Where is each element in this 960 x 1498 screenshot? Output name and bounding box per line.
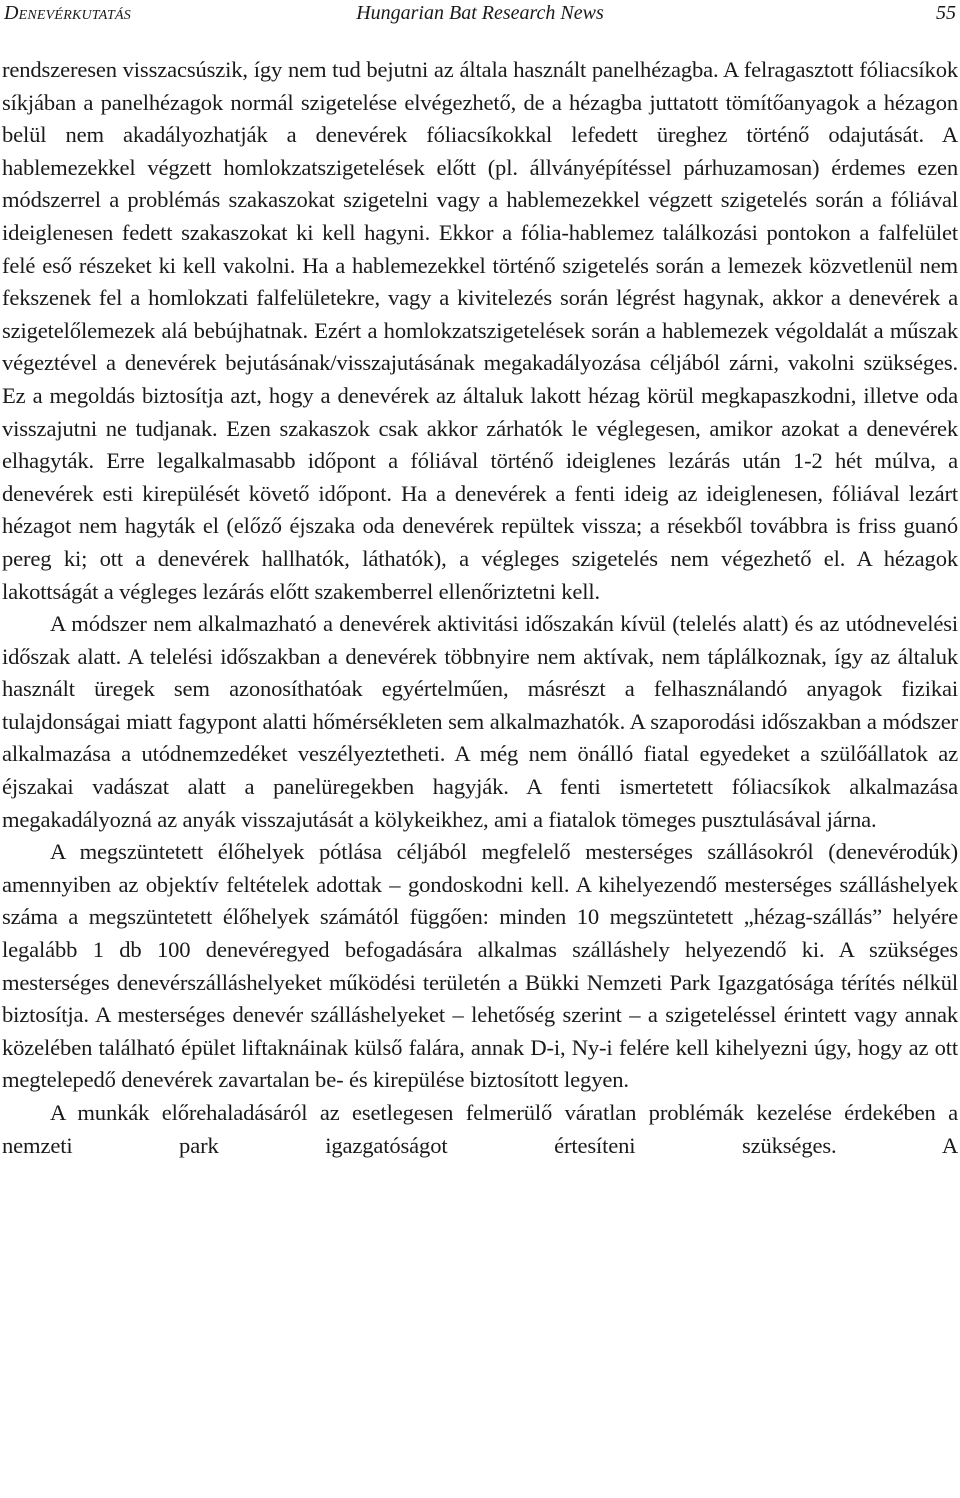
section-title: Denevérkutatás [4, 2, 131, 24]
body-text [2, 54, 958, 1162]
page-number: 55 [936, 2, 956, 24]
paragraph-continued: rendszeresen visszacsúszik, így nem tud bejutni az általa használt panelhézagba. A felragasztott fóliacsíkok síkjában a panelhézagok normál szigetelése elvégezhető, de a hézagba juttatott tömítőanyagok a hézagon belül nem akadályozhatják a denevérek fóliacsíkokkal lefedett üreghez történő odajutását. A hablemezekkel végzett homlokzatszigetelések előtt (pl. állványépítéssel párhuzamosan) érdemes ezen módszerrel a problémás szakaszokat szigetelni vagy a hablemezekkel végzett szigetelés során a fóliával ideiglenesen fedett szakaszokat ki kell hagyni. Ekkor a fólia-hablemez találkozási pontokon a falfelület felé eső részeket ki kell vakolni. Ha a hablemezekkel történő szigetelés során a lemezek közvetlenül nem fekszenek fel a homlokzati falfelületekre, vagy a kivitelezés során légrést hagynak, akkor a denevérek a szigetelőlemezek alá bebújhatnak. Ezért a homlokzatszigetelések során a hablemezek végoldalát a műszak végeztével a denevérek bejutásának/visszajutásának megakadályozása céljából zárni, vakolni szükséges. Ez a megoldás biztosítja azt, hogy a denevérek az általuk lakott hézag körül megkapaszkodni, illetve oda visszajutni ne tudjanak. Ezen szakaszok csak akkor zárhatók le véglegesen, amikor azokat a denevérek elhagyták. Erre legalkalmasabb időpont a fóliával történő ideiglenes lezárás után 1-2 hét múlva, a denevérek esti kirepülését követő időpont. Ha a denevérek a fenti ideig az ideiglenesen, fóliával lezárt hézagot nem hagyták el (előző éjszaka oda denevérek repültek vissza; a résekből továbbra is friss guanó pereg ki; ott a denevérek hallhatók, láthatók), a végleges szigetelés nem végezhető el. A hézagok lakottságát a végleges lezárás előtt szakemberrel ellenőriztetni kell. [2, 57, 958, 604]
paragraph-replacement-roosts: A megszüntetett élőhelyek pótlása céljából megfelelő mesterséges szállásokról (denevérodúk) amennyiben az objektív feltételek adottak – gondoskodni kell. A kihelyezendő mesterséges szálláshelyek száma a megszüntetett élőhelyek számától függően: minden 10 megszüntetett „hézag-szállás” helyére legalább 1 db 100 denevéregyed befogadására alkalmas szálláshely helyezendő ki. A szükséges mesterséges denevérszálláshelyeket működési területén a Bükki Nemzeti Park Igazgatósága térítés nélkül biztosítja. A mesterséges denevér szálláshelyeket – lehetőség szerint – a szigeteléssel érintett vagy annak közelében található épület liftaknáinak külső falára, annak D-i, Ny-i felére kell kihelyezni úgy, hogy az ott megtelepedő denevérek zavartalan be- és kirepülése biztosított legyen. [2, 839, 958, 1093]
running-header [4, 0, 956, 26]
paragraph-notification: A munkák előrehaladásáról az esetlegesen felmerülő váratlan problémák kezelése érdekében a nemzeti park igazgatóságot értesíteni szükséges. A [2, 1100, 958, 1158]
publication-title: Hungarian Bat Research News [356, 2, 604, 24]
paragraph-method-limits: A módszer nem alkalmazható a denevérek aktivitási időszakán kívül (telelés alatt) és az utódnevelési időszak alatt. A telelési időszakban a denevérek többnyire nem aktívak, nem táplálkoznak, így az általuk használt üregek sem azonosíthatóak egyértelműen, másrészt a felhasználandó anyagok fizikai tulajdonságai miatt fagypont alatti hőmérsékleten sem alkalmazhatók. A szaporodási időszakban a módszer alkalmazása a utódnemzedéket veszélyeztetheti. A még nem önálló fiatal egyedeket a szülőállatok az éjszakai vadászat alatt a panelüregekben hagyják. A fenti ismertetett fóliacsíkok alkalmazása megakadályozná az anyák visszajutását a kölykeikhez, ami a fiatalok tömeges pusztulásával járna. [2, 611, 958, 832]
